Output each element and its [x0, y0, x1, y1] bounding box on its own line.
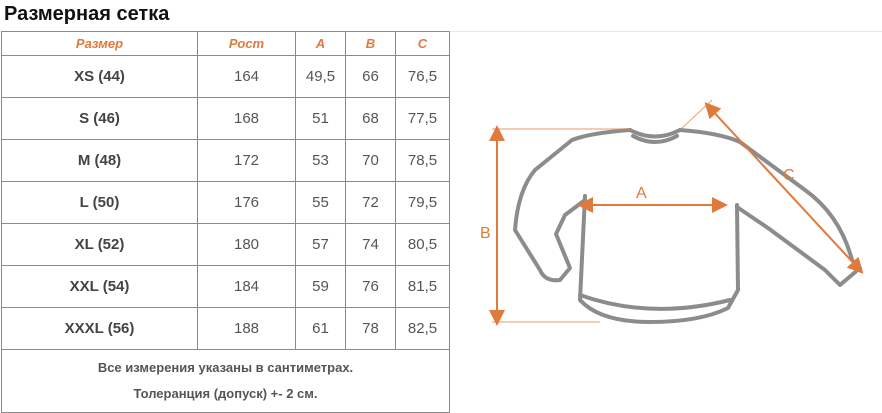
height-cell: 176 — [198, 182, 296, 224]
page-title: Размерная сетка — [4, 3, 170, 25]
footnote-row — [2, 350, 450, 413]
label-c: C — [783, 167, 795, 184]
table-row — [2, 266, 450, 308]
a-cell: 61 — [296, 308, 346, 350]
label-a: A — [636, 185, 647, 202]
c-cell: 81,5 — [396, 266, 450, 308]
height-cell: 188 — [198, 308, 296, 350]
size-table — [1, 31, 450, 413]
header-a: A — [296, 32, 346, 56]
height-cell: 184 — [198, 266, 296, 308]
b-cell: 70 — [346, 140, 396, 182]
size-cell: XS (44) — [2, 56, 198, 98]
a-cell: 49,5 — [296, 56, 346, 98]
table-row — [2, 224, 450, 266]
header-b: B — [346, 32, 396, 56]
sweatshirt-diagram — [449, 31, 882, 407]
c-cell: 79,5 — [396, 182, 450, 224]
a-cell: 59 — [296, 266, 346, 308]
size-cell: XXXL (56) — [2, 308, 198, 350]
c-cell: 78,5 — [396, 140, 450, 182]
sweatshirt-outline — [515, 130, 860, 322]
table-row — [2, 308, 450, 350]
measure-c-line — [710, 108, 858, 268]
height-cell: 168 — [198, 98, 296, 140]
table-row — [2, 98, 450, 140]
header-c: C — [396, 32, 450, 56]
b-cell: 76 — [346, 266, 396, 308]
header-height: Рост — [198, 32, 296, 56]
table-row — [2, 140, 450, 182]
b-cell: 78 — [346, 308, 396, 350]
size-cell: XL (52) — [2, 224, 198, 266]
a-cell: 53 — [296, 140, 346, 182]
size-cell: M (48) — [2, 140, 198, 182]
size-cell: XXL (54) — [2, 266, 198, 308]
c-cell: 82,5 — [396, 308, 450, 350]
table-row — [2, 56, 450, 98]
size-cell: S (46) — [2, 98, 198, 140]
c-cell: 77,5 — [396, 98, 450, 140]
c-cell: 76,5 — [396, 56, 450, 98]
c-cell: 80,5 — [396, 224, 450, 266]
size-cell: L (50) — [2, 182, 198, 224]
a-cell: 57 — [296, 224, 346, 266]
header-size: Размер — [2, 32, 198, 56]
a-cell: 55 — [296, 182, 346, 224]
height-cell: 180 — [198, 224, 296, 266]
height-cell: 164 — [198, 56, 296, 98]
b-cell: 68 — [346, 98, 396, 140]
guide-shoulder — [680, 100, 712, 130]
footnote-tolerance: Толеранция (допуск) +- 2 см. — [133, 386, 318, 401]
footnote-units: Все измерения указаны в сантиметрах. — [97, 360, 354, 375]
footnote-cell — [2, 350, 450, 413]
label-b: B — [480, 225, 491, 242]
height-cell: 172 — [198, 140, 296, 182]
header-row — [2, 32, 450, 56]
b-cell: 66 — [346, 56, 396, 98]
a-cell: 51 — [296, 98, 346, 140]
b-cell: 72 — [346, 182, 396, 224]
table-row — [2, 182, 450, 224]
b-cell: 74 — [346, 224, 396, 266]
